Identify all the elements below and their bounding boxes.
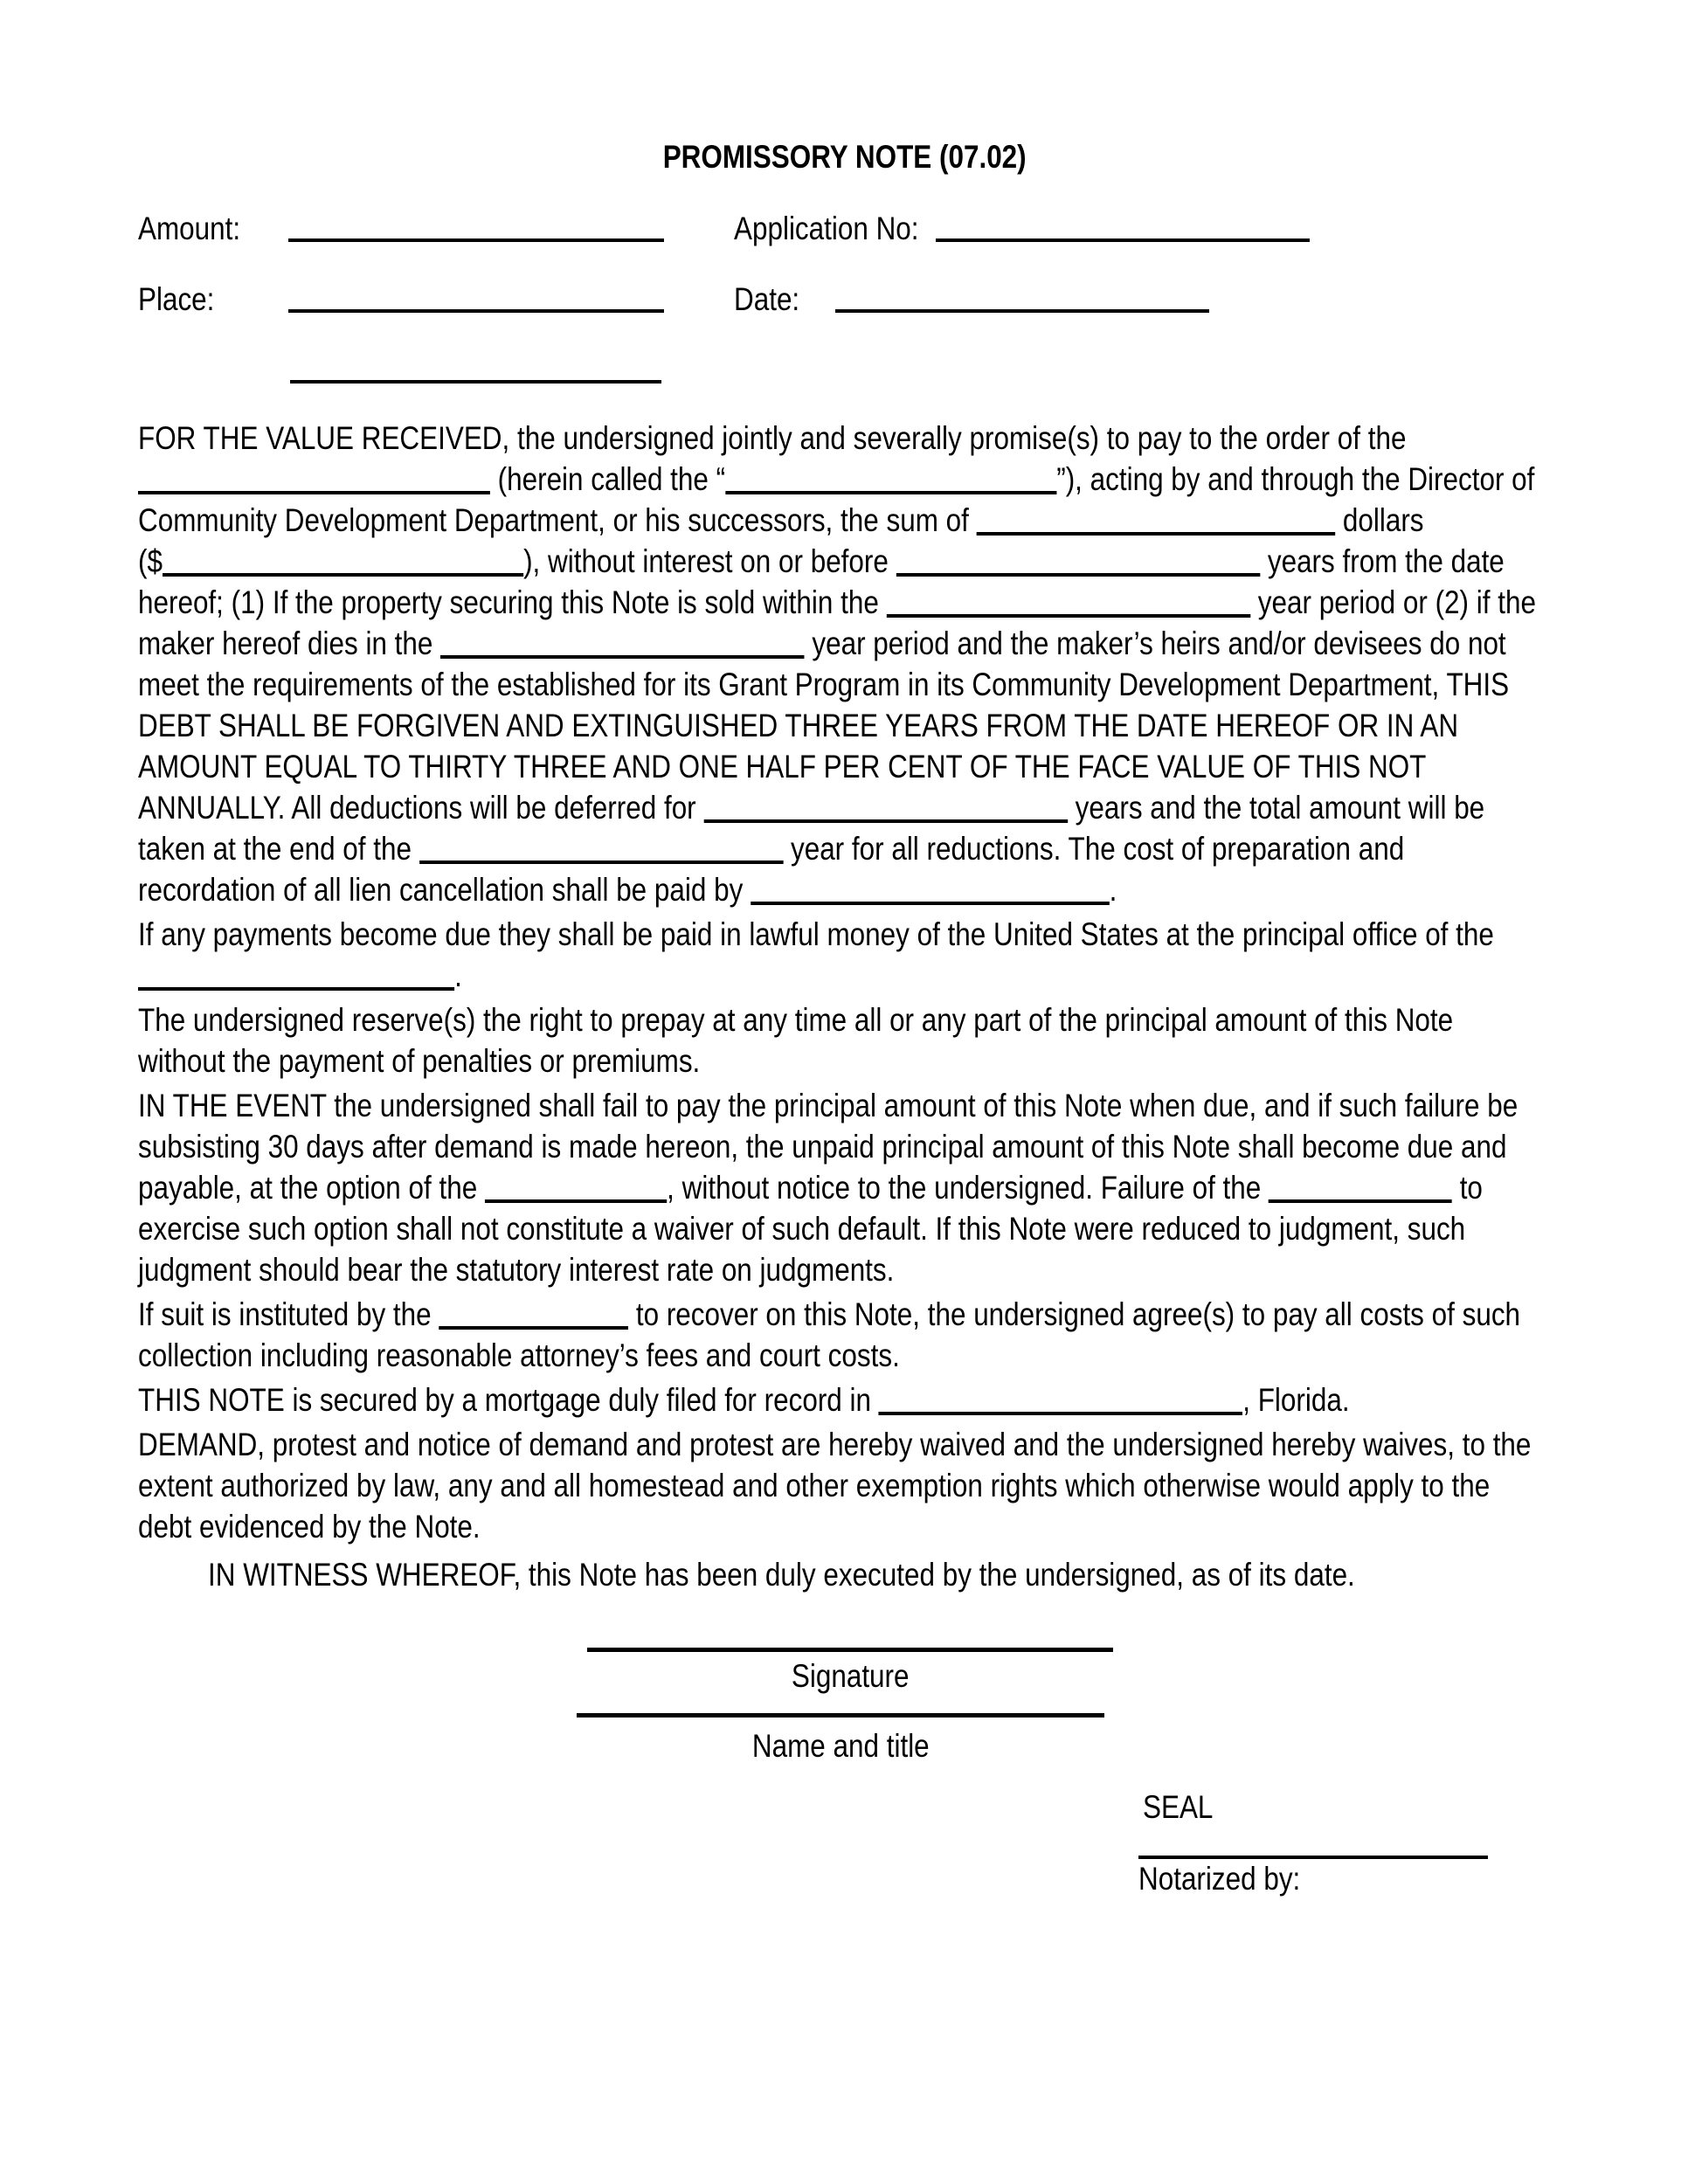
name-title-caption-text: Name and title	[751, 1728, 930, 1764]
paragraph-suit-costs	[138, 1294, 1551, 1376]
text-run: payable, at the option of the	[138, 1170, 485, 1206]
text-run: year period and the maker’s heirs and/or devisees do not	[804, 625, 1506, 661]
signature-line	[587, 1648, 1113, 1652]
text-run: recordation of all lien cancellation shall be paid by	[138, 872, 751, 908]
application-no-blank-line	[936, 238, 1310, 242]
text-run: .	[454, 957, 462, 993]
paragraph-line	[138, 582, 1536, 623]
text-run: years and the total amount will be	[1067, 790, 1485, 826]
text-run: judgment should bear the statutory interest rate on judgments.	[138, 1252, 895, 1288]
text-run: maker hereof dies in the	[138, 625, 441, 661]
name-title-caption	[577, 1725, 1104, 1766]
text-run: THIS NOTE is secured by a mortgage duly filed for record in	[138, 1382, 879, 1418]
blank-field	[703, 804, 1068, 823]
name-title-line	[577, 1713, 1104, 1717]
paragraph-line	[138, 1249, 1339, 1290]
blank-field	[419, 845, 784, 864]
paragraph-line	[138, 1167, 1483, 1208]
blank-field	[725, 475, 1056, 494]
text-run: year period or (2) if the	[1250, 584, 1536, 620]
blank-field	[887, 598, 1250, 618]
text-run: debt evidenced by the Note.	[138, 1509, 481, 1545]
text-run: to	[1451, 1170, 1483, 1206]
amount-label: Amount:	[138, 211, 241, 246]
place-label: Place:	[138, 281, 215, 317]
paragraph-line	[138, 1208, 1466, 1249]
blank-field	[485, 1184, 667, 1203]
paragraph-line	[138, 623, 1506, 664]
text-run: DEBT SHALL BE FORGIVEN AND EXTINGUISHED THREE YEARS FROM THE DATE HEREOF OR IN AN	[138, 708, 1459, 743]
text-run: dollars	[1335, 502, 1424, 538]
text-run: collection including reasonable attorney’s fees and court costs.	[138, 1337, 900, 1373]
text-run: subsisting 30 days after demand is made hereon, the unpaid principal amount of this Note shall become due and	[138, 1129, 1507, 1165]
paragraph-default	[138, 1085, 1551, 1290]
blank-field	[977, 516, 1336, 536]
text-run: without the payment of penalties or premiums.	[138, 1043, 701, 1079]
blank-field	[1269, 1184, 1452, 1203]
text-run: Community Development Department, or his successors, the sum of	[138, 502, 977, 538]
notarized-by-label: Notarized by:	[1138, 1861, 1301, 1897]
paragraph-line	[138, 1085, 1519, 1126]
paragraph-line	[138, 1506, 1339, 1547]
blank-field	[751, 886, 1110, 905]
text-run: FOR THE VALUE RECEIVED, the undersigned jointly and severally promise(s) to pay to the order of the	[138, 420, 1407, 456]
unlabeled-blank-line	[290, 380, 661, 384]
text-run: ANNUALLY. All deductions will be deferred for	[138, 790, 704, 826]
blank-field	[896, 557, 1261, 577]
text-run: DEMAND, protest and notice of demand and protest are hereby waived and the undersigned hereby waives, to the	[138, 1427, 1532, 1462]
application-no-label: Application No:	[734, 211, 919, 246]
paragraph-line	[138, 1126, 1507, 1167]
paragraph-witness	[138, 1554, 1551, 1595]
blank-field	[879, 1396, 1243, 1415]
page-title	[138, 136, 1551, 177]
blank-field	[439, 1310, 628, 1330]
paragraph-value-received	[138, 418, 1551, 910]
text-run: If suit is instituted by the	[138, 1296, 439, 1332]
paragraph-line	[138, 500, 1424, 541]
paragraph-line	[138, 1040, 1339, 1082]
paragraph-line	[138, 541, 1505, 582]
text-run: ($	[138, 543, 163, 579]
text-run: years from the date	[1260, 543, 1505, 579]
place-blank-line	[288, 309, 664, 313]
paragraph-secured-mortgage	[138, 1379, 1551, 1420]
paragraph-line	[138, 828, 1405, 869]
date-label: Date:	[734, 281, 800, 317]
paragraph-line	[138, 1294, 1521, 1335]
paragraph-line	[138, 705, 1459, 746]
paragraph-line	[138, 664, 1510, 705]
body-paragraphs	[138, 418, 1551, 1599]
text-run: IN THE EVENT the undersigned shall fail to pay the principal amount of this Note when due, and if such failure be	[138, 1088, 1519, 1123]
text-run: extent authorized by law, any and all homestead and other exemption rights which otherwise would apply to the	[138, 1468, 1491, 1503]
paragraph-line	[138, 787, 1485, 828]
paragraph-line	[208, 1554, 1355, 1595]
paragraph-line	[138, 914, 1494, 955]
seal-label: SEAL	[1143, 1789, 1214, 1825]
paragraph-line	[138, 1335, 1339, 1376]
text-run: The undersigned reserve(s) the right to prepay at any time all or any part of the principal amount of this Note	[138, 1002, 1454, 1038]
amount-blank-line	[288, 238, 664, 242]
paragraph-line	[138, 955, 1339, 996]
paragraph-line	[138, 1465, 1491, 1506]
text-run: to recover on this Note, the undersigned agree(s) to pay all costs of such	[628, 1296, 1521, 1332]
text-run: ), without interest on or before	[523, 543, 896, 579]
paragraph-line	[138, 1379, 1350, 1420]
paragraph-line	[138, 418, 1407, 459]
text-run: If any payments become due they shall be paid in lawful money of the United States at the principal office of the	[138, 916, 1494, 952]
paragraph-demand-waiver	[138, 1424, 1551, 1547]
text-run: hereof; (1) If the property securing this Note is sold within the	[138, 584, 887, 620]
blank-field	[138, 475, 490, 494]
paragraph-lawful-money	[138, 914, 1551, 996]
text-run: AMOUNT EQUAL TO THIRTY THREE AND ONE HALF PER CENT OF THE FACE VALUE OF THIS NOT	[138, 749, 1427, 784]
text-run: ”), acting by and through the Director of	[1056, 461, 1535, 497]
text-run: exercise such option shall not constitute a waiver of such default. If this Note were reduced to judgment, such	[138, 1211, 1466, 1247]
signature-caption-text: Signature	[791, 1658, 910, 1694]
page-title-text: PROMISSORY NOTE (07.02)	[662, 139, 1027, 175]
paragraph-line	[138, 746, 1427, 787]
blank-field	[138, 971, 454, 991]
signature-caption	[587, 1655, 1113, 1697]
text-run: meet the requirements of the established for its Grant Program in its Community Development Department, THIS	[138, 667, 1510, 702]
paragraph-line	[138, 869, 1339, 910]
text-run: IN WITNESS WHEREOF, this Note has been duly executed by the undersigned, as of its date.	[208, 1557, 1355, 1593]
text-run: .	[1109, 872, 1117, 908]
paragraph-line	[138, 999, 1454, 1040]
date-blank-line	[835, 309, 1209, 313]
text-run: , Florida.	[1242, 1382, 1350, 1418]
text-run: (herein called the “	[489, 461, 726, 497]
paragraph-line	[138, 459, 1535, 500]
paragraph-prepay-right	[138, 999, 1551, 1082]
blank-field	[440, 639, 805, 659]
text-run: taken at the end of the	[138, 831, 419, 867]
blank-field	[163, 557, 523, 577]
text-run: , without notice to the undersigned. Failure of the	[667, 1170, 1269, 1206]
paragraph-line	[138, 1424, 1532, 1465]
text-run: year for all reductions. The cost of preparation and	[783, 831, 1405, 867]
